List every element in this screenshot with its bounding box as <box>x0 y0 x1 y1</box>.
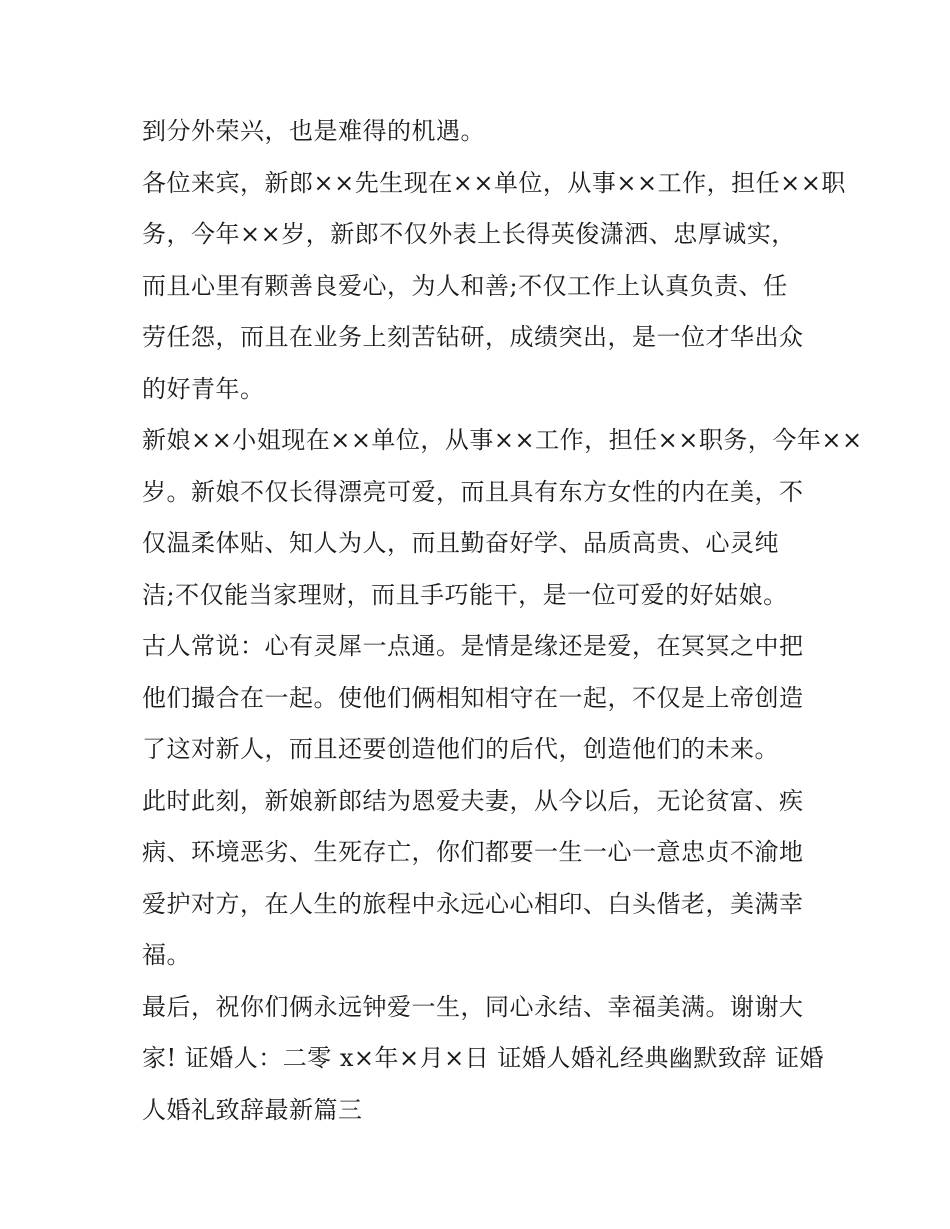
text-line: 古人常说：心有灵犀一点通。是情是缘还是爱，在冥冥之中把 <box>142 632 804 660</box>
text-line: 福。 <box>142 941 191 969</box>
text-line: 人婚礼致辞最新篇三 <box>142 1095 363 1124</box>
text-line: 家! 证婚人：二零 x×年×月×日 证婚人婚礼经典幽默致辞 证婚 <box>142 1044 825 1072</box>
text-line: 此时此刻，新娘新郎结为恩爱夫妻，从今以后，无论贫富、疾 <box>142 786 804 815</box>
text-line: 务，今年××岁，新郎不仅外表上长得英俊潇洒、忠厚诚实， <box>142 220 796 248</box>
text-line: 劳任怨，而且在业务上刻苦钻研，成绩突出，是一位才华出众 <box>142 323 804 351</box>
text-line: 病、环境恶劣、生死存亡，你们都要一生一心一意忠贞不渝地 <box>142 838 804 866</box>
text-line: 新娘××小姐现在××单位，从事××工作，担任××职务，今年×× <box>142 426 863 454</box>
text-line: 岁。新娘不仅长得漂亮可爱，而且具有东方女性的内在美，不 <box>142 477 804 506</box>
text-line: 洁;不仅能当家理财，而且手巧能干，是一位可爱的好姑娘。 <box>142 580 788 609</box>
text-line: 而且心里有颗善良爱心，为人和善;不仅工作上认真负责、任 <box>142 271 788 300</box>
text-line: 各位来宾，新郎××先生现在××单位，从事××工作，担任××职 <box>142 168 846 197</box>
text-line: 爱护对方，在人生的旅程中永远心心相印、白头偕老，美满幸 <box>142 889 804 918</box>
text-line: 最后，祝你们俩永远钟爱一生，同心永结、幸福美满。谢谢大 <box>142 992 804 1021</box>
text-line: 了这对新人，而且还要创造他们的后代，创造他们的未来。 <box>142 735 779 763</box>
text-line: 仅温柔体贴、知人为人，而且勤奋好学、品质高贵、心灵纯 <box>142 529 779 557</box>
text-line: 的好青年。 <box>142 374 265 403</box>
document-body <box>142 106 863 1136</box>
text-line: 他们撮合在一起。使他们俩相知相守在一起，不仅是上帝创造 <box>142 683 804 712</box>
text-line: 到分外荣兴，也是难得的机遇。 <box>142 117 485 145</box>
